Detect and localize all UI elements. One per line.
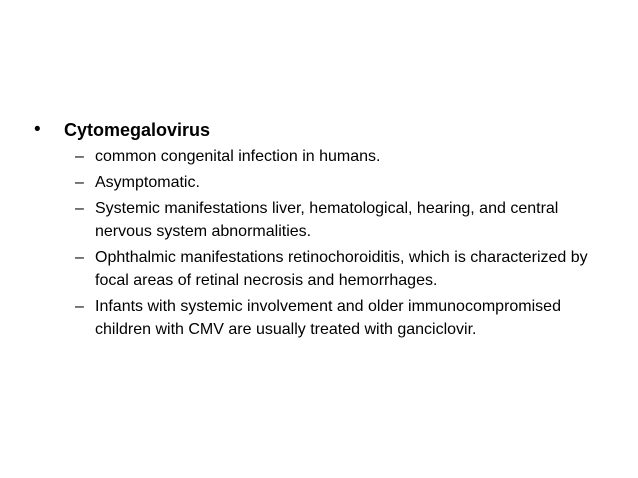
- list-item-text: Asymptomatic.: [95, 174, 200, 191]
- bullet-dot-icon: •: [34, 119, 41, 140]
- list-item: [75, 197, 614, 243]
- list-item: [75, 246, 614, 292]
- list-item: [75, 295, 614, 341]
- sub-bullet-list: [75, 145, 614, 341]
- slide-content: [34, 117, 614, 344]
- dash-icon: –: [75, 298, 84, 315]
- dash-icon: –: [75, 148, 84, 165]
- list-item-text: Systemic manifestations liver, hematological, hearing, and central nervous system abnormalities.: [95, 200, 559, 240]
- main-bullet: [34, 117, 614, 143]
- dash-icon: –: [75, 249, 84, 266]
- dash-icon: –: [75, 200, 84, 217]
- list-item: [75, 171, 614, 194]
- list-item-text: common congenital infection in humans.: [95, 148, 381, 165]
- dash-icon: –: [75, 174, 84, 191]
- list-item-text: Infants with systemic involvement and older immunocompromised children with CMV are usually treated with ganciclovir.: [95, 298, 561, 338]
- list-item-text: Ophthalmic manifestations retinochoroiditis, which is characterized by focal areas of retinal necrosis and hemorrhages.: [95, 249, 588, 289]
- bullet-title: Cytomegalovirus: [64, 120, 211, 140]
- list-item: [75, 145, 614, 168]
